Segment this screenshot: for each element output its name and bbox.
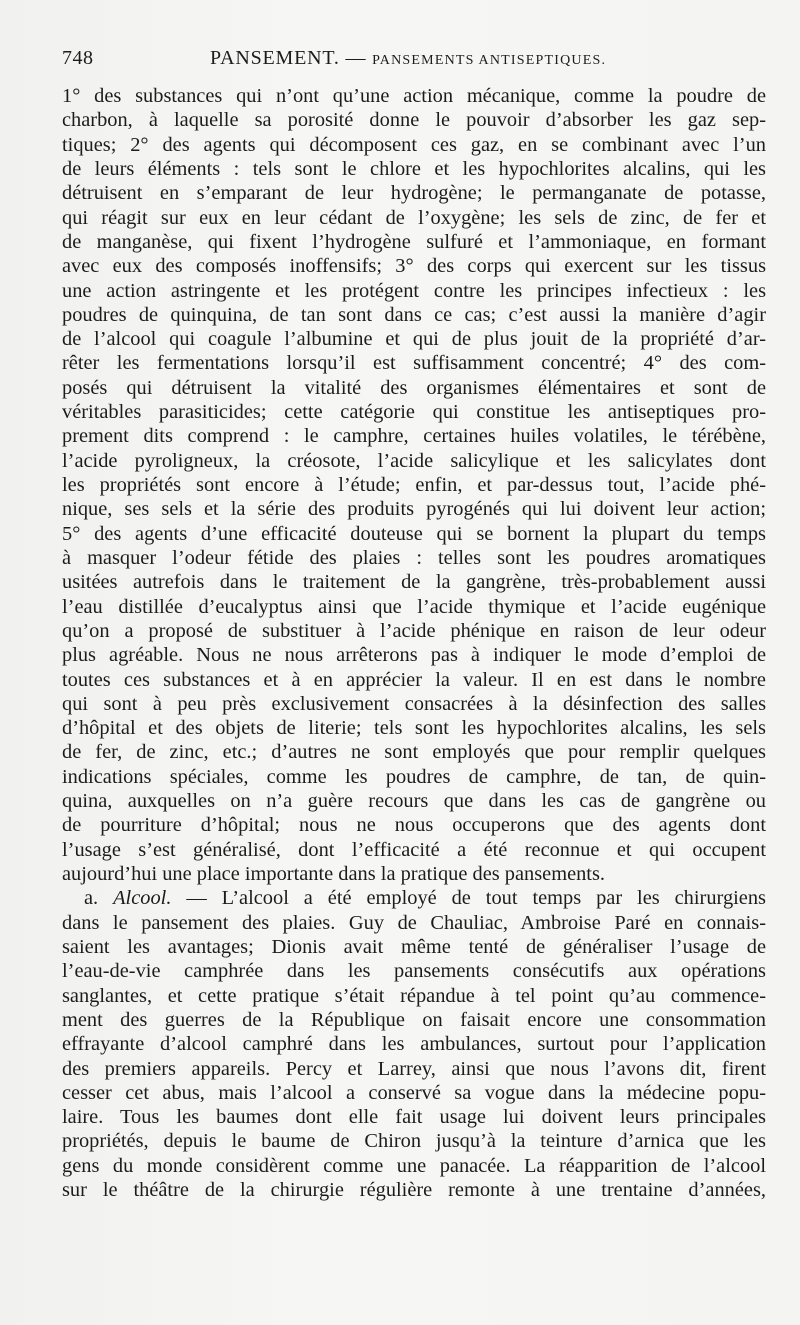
text-line: qu’on a proposé de substituer à l’acide phénique en raison de leur odeur [62,619,766,642]
paragraph-alcool [62,886,766,1202]
text-line: de pourriture d’hôpital; nous ne nous occuperons que des agents dont [62,814,766,837]
text-line: qui sont à peu près exclusivement consacrées à la désinfection des salles [62,692,766,715]
text-line: sur le théâtre de la chirurgie régulière remonte à une trentaine d’années, [62,1179,766,1202]
text-line: 5° des agents d’une efficacité douteuse qui se bornent la plupart du temps [62,522,766,545]
text-line: avec eux des composés inoffensifs; 3° des corps qui exercent sur les tissus [62,255,766,278]
text-line: détruisent en s’emparant de leur hydrogène; le permanganate de potasse, [62,182,766,205]
running-title-separator: — [339,47,373,69]
section-label: a. [84,887,99,910]
text-line: l’eau distillée d’eucalyptus ainsi que l’acide thymique et l’acide eugénique [62,595,766,618]
text-line: nique, ses sels et la série des produits pyrogénés qui lui doivent leur action; [62,498,766,521]
text-line: de fer, de zinc, etc.; d’autres ne sont employés que pour remplir quelques [62,741,766,764]
text-line: propriétés, depuis le baume de Chiron jusqu’à la teinture d’arnica que les [62,1130,766,1153]
text-line: toutes ces substances et à en apprécier la valeur. Il en est dans le nombre [62,668,766,691]
section-lead-text: — L’alcool a été employé de tout temps par les chirurgiens [171,887,766,910]
running-title-main: PANSEMENT. [210,47,340,69]
text-line: l’acide pyroligneux, la créosote, l’acide salicylique et les salicylates dont [62,449,766,472]
section-title: Alcool. [113,887,172,910]
text-line: qui réagit sur eux en leur cédant de l’oxygène; les sels de zinc, de fer et [62,206,766,229]
text-line: dans le pansement des plaies. Guy de Chauliac, Ambroise Paré en connais- [62,911,766,934]
text-line: prement dits comprend : le camphre, certaines huiles volatiles, le térébène, [62,425,766,448]
text-line: sanglantes, et cette pratique s’était répandue à tel point qu’au commence- [62,984,766,1007]
text-line: l’eau-de-vie camphrée dans les pansements consécutifs aux opérations [62,960,766,983]
text-line: aujourd’hui une place importante dans la pratique des pansements. [62,863,606,885]
page-number: 748 [62,47,94,69]
text-line: poudres de quinquina, de tan sont dans ce cas; c’est aussi la manière d’agir [62,303,766,326]
text-line: à masquer l’odeur fétide des plaies : telles sont les poudres aromatiques [62,546,766,569]
text-line: charbon, à laquelle sa porosité donne le pouvoir d’absorber les gaz sep- [62,109,766,132]
text-line: l’usage s’est généralisé, dont l’efficacité a été reconnue et qui occupent [62,838,766,861]
paragraph-antiseptic-categories [62,84,766,886]
running-title-sub: PANSEMENTS ANTISEPTIQUES. [372,53,607,68]
text-line: posés qui détruisent la vitalité des organismes élémentaires et sont de [62,376,766,399]
text-line: gens du monde considèrent comme une panacée. La réapparition de l’alcool [62,1154,766,1177]
text-line: laire. Tous les baumes dont elle fait usage lui doivent leurs principales [62,1106,766,1129]
text-line: de leurs éléments : tels sont le chlore et les hypochlorites alcalins, qui les [62,157,766,180]
text-line: quina, auxquelles on n’a guère recours que dans les cas de gangrène ou [62,790,766,813]
text-line: plus agréable. Nous ne nous arrêterons pas à indiquer le mode d’emploi de [62,644,766,667]
running-title [210,47,606,70]
text-line: les propriétés sont encore à l’étude; enfin, et par-dessus tout, l’acide phé- [62,474,766,496]
running-header [62,47,762,75]
text-line: d’hôpital et des objets de literie; tels sont les hypochlorites alcalins, les sels [62,717,766,740]
text-line: de manganèse, qui fixent l’hydrogène sulfuré et l’ammoniaque, en formant [62,230,766,253]
text-line: 1° des substances qui n’ont qu’une action mécanique, comme la poudre de [62,85,766,107]
text-line: usitées autrefois dans le traitement de la gangrène, très-probablement aussi [62,571,766,594]
text-line: saient les avantages; Dionis avait même tenté de généraliser l’usage de [62,935,766,958]
alcool-section-lead [62,886,766,910]
text-line: des premiers appareils. Percy et Larrey, ainsi que nous l’avons dit, firent [62,1057,766,1080]
text-line: rêter les fermentations lorsqu’il est suffisamment concentré; 4° des com- [62,352,766,375]
text-line: tiques; 2° des agents qui décomposent ces gaz, en se combinant avec l’un [62,133,766,156]
text-line: indications spéciales, comme les poudres de camphre, de tan, de quin- [62,765,766,788]
body-text [62,84,766,1202]
text-line: une action astringente et les protégent contre les principes infectieux : les [62,279,766,302]
text-line: effrayante d’alcool camphré dans les ambulances, surtout pour l’application [62,1033,766,1056]
text-line: véritables parasiticides; cette catégorie qui constitue les antiseptiques pro- [62,401,766,424]
text-line: cesser cet abus, mais l’alcool a conservé sa vogue dans la médecine popu- [62,1081,766,1104]
text-line: ment des guerres de la République on faisait encore une consommation [62,1008,766,1031]
text-line: de l’alcool qui coagule l’albumine et qui de plus jouit de la propriété d’ar- [62,328,766,351]
